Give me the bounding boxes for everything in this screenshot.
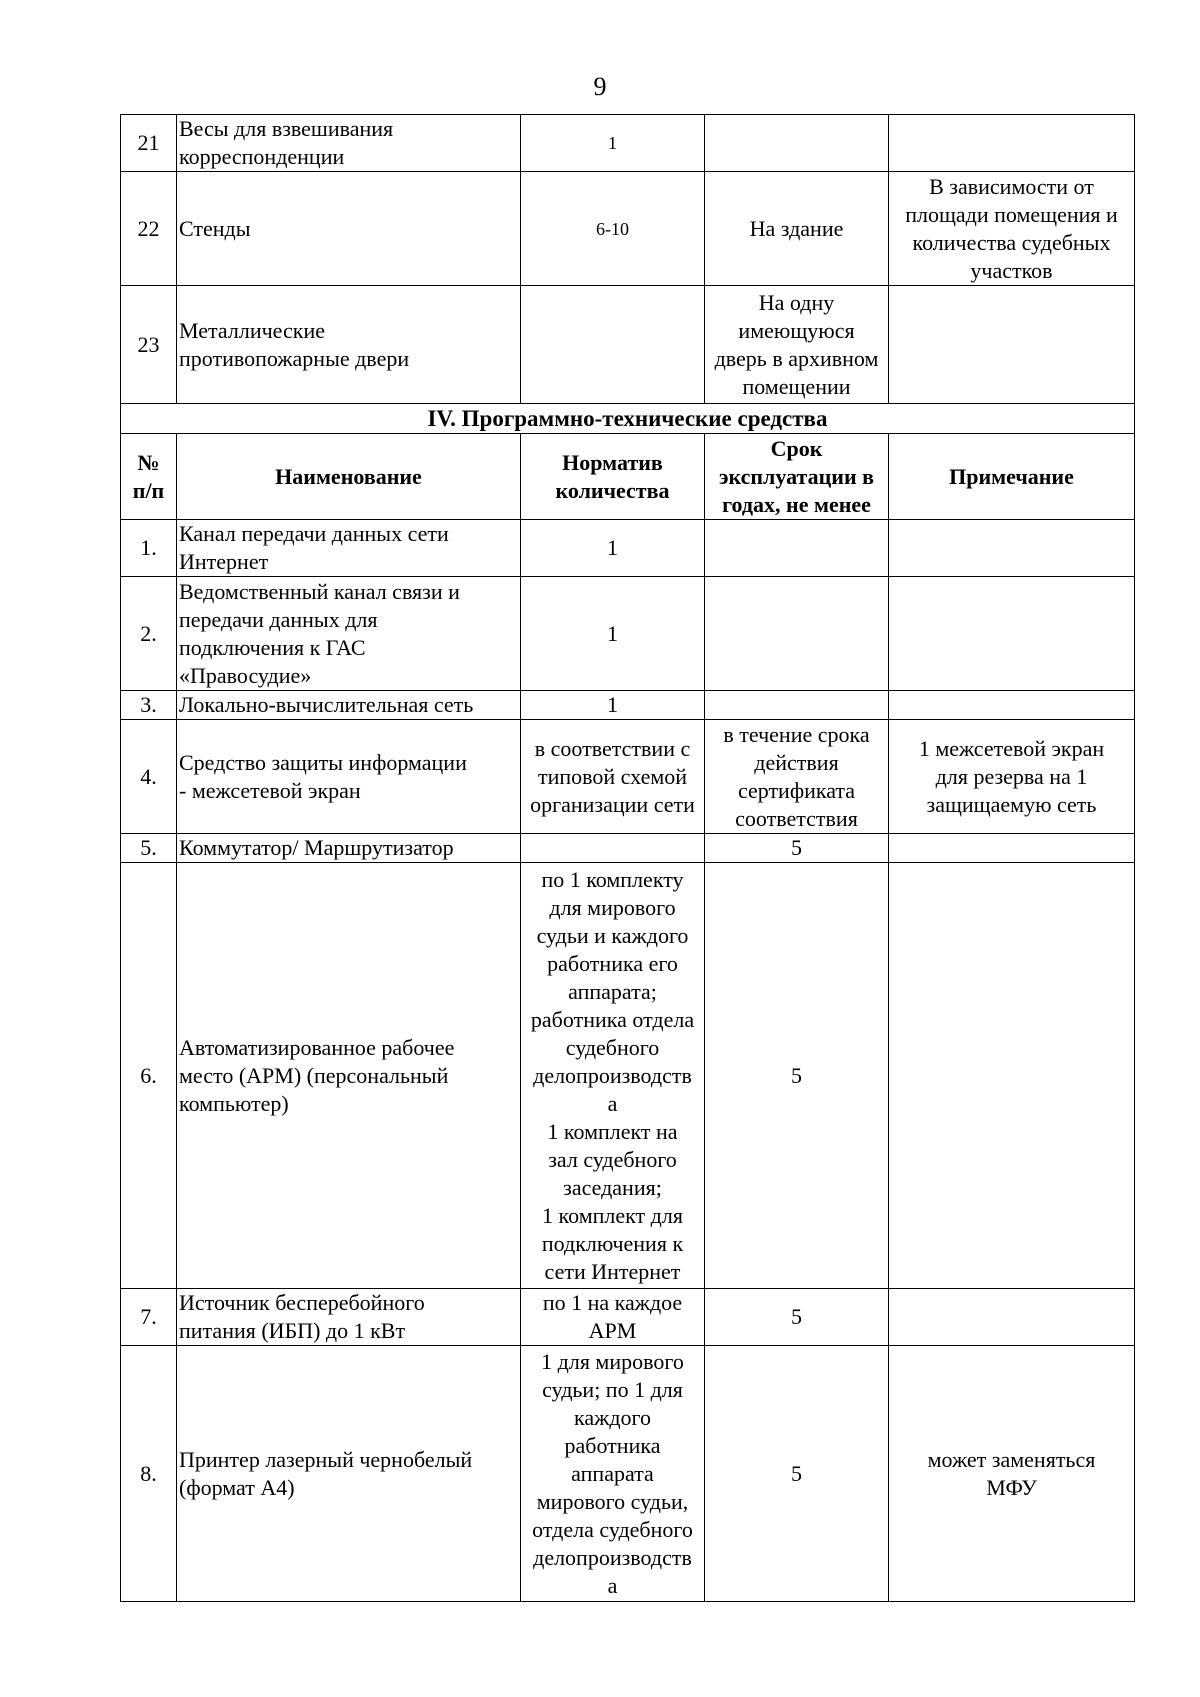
cell-line: передачи данных для xyxy=(179,606,378,632)
cell-line: мирового судьи, xyxy=(536,1488,689,1514)
header-number xyxy=(121,434,177,520)
row-term xyxy=(705,172,889,286)
row-term xyxy=(705,1346,889,1602)
row-number: 8. xyxy=(121,1346,177,1602)
cell-line: «Правосудие» xyxy=(179,662,312,688)
row-note xyxy=(889,1346,1135,1602)
cell-line: Норматив xyxy=(562,449,663,475)
cell-line: делопроизводств xyxy=(533,1062,692,1088)
cell-line: 5 xyxy=(791,835,802,860)
table-row xyxy=(121,520,1135,577)
cell-line: в течение срока xyxy=(723,721,870,747)
cell-line: дверь в архивном xyxy=(714,345,879,371)
row-name xyxy=(177,1346,521,1602)
cell-line: 5 xyxy=(791,1460,802,1486)
row-name xyxy=(177,834,521,863)
cell-line: для резерва на 1 xyxy=(935,763,1088,789)
cell-line: 1 комплект для xyxy=(542,1202,683,1228)
row-term xyxy=(705,286,889,404)
row-quantity xyxy=(521,720,705,834)
section-row xyxy=(121,404,1135,434)
header-note xyxy=(889,434,1135,520)
row-quantity xyxy=(521,520,705,577)
table-row xyxy=(121,691,1135,720)
row-number: 2. xyxy=(121,577,177,691)
page-number: 9 xyxy=(593,72,607,101)
row-note xyxy=(889,863,1135,1289)
cell-line: МФУ xyxy=(986,1474,1037,1500)
row-name xyxy=(177,863,521,1289)
cell-line: подключения к xyxy=(541,1230,684,1256)
cell-line: 1 xyxy=(607,692,618,717)
cell-line: помещении xyxy=(742,373,851,399)
cell-line: соответствия xyxy=(735,805,858,831)
equipment-table xyxy=(120,114,1135,1602)
cell-line: делопроизводств xyxy=(533,1544,692,1570)
row-note xyxy=(889,115,1135,172)
row-name xyxy=(177,691,521,720)
cell-line: Стенды xyxy=(179,215,251,241)
cell-line: эксплуатации в xyxy=(718,463,875,489)
table-row xyxy=(121,172,1135,286)
row-name xyxy=(177,720,521,834)
table-row xyxy=(121,577,1135,691)
cell-line: зал судебного xyxy=(548,1146,677,1172)
row-name xyxy=(177,1289,521,1346)
header-row xyxy=(121,434,1135,520)
cell-line: типовой схемой xyxy=(537,763,688,789)
cell-line: отдела судебного xyxy=(532,1516,693,1542)
cell-line: в соответствии с xyxy=(534,735,691,761)
cell-line: имеющуюся xyxy=(738,317,855,343)
row-note xyxy=(889,577,1135,691)
row-quantity xyxy=(521,115,705,172)
table-row xyxy=(121,834,1135,863)
cell-line: Интернет xyxy=(179,549,269,574)
cell-line: количества xyxy=(555,477,670,503)
cell-line: площади помещения и xyxy=(905,201,1118,227)
cell-line: 5 xyxy=(791,1062,802,1088)
row-term xyxy=(705,520,889,577)
cell-line: годах, не менее xyxy=(722,491,871,517)
header-name xyxy=(177,434,521,520)
cell-line: количества судебных xyxy=(912,229,1111,255)
row-number: 7. xyxy=(121,1289,177,1346)
cell-line: организации сети xyxy=(530,791,695,817)
row-note xyxy=(889,720,1135,834)
row-number: 1. xyxy=(121,520,177,577)
cell-line: Автоматизированное рабочее xyxy=(179,1034,455,1060)
cell-line: корреспонденции xyxy=(179,144,345,169)
row-name xyxy=(177,286,521,404)
row-term xyxy=(705,691,889,720)
row-name xyxy=(177,172,521,286)
cell-line: Весы для взвешивания xyxy=(179,116,394,141)
cell-line: судебного xyxy=(565,1034,660,1060)
cell-line: 1 межсетевой экран xyxy=(918,735,1105,761)
header-quantity xyxy=(521,434,705,520)
row-number: 6. xyxy=(121,863,177,1289)
row-note xyxy=(889,520,1135,577)
row-number: 4. xyxy=(121,720,177,834)
cell-line: заседания; xyxy=(563,1174,662,1200)
cell-line: п/п xyxy=(132,477,165,503)
cell-line: Источник бесперебойного xyxy=(179,1290,425,1315)
row-note xyxy=(889,834,1135,863)
row-quantity xyxy=(521,172,705,286)
cell-line: 1 xyxy=(607,535,618,560)
row-number: 21 xyxy=(121,115,177,172)
cell-line: Принтер лазерный чернобелый xyxy=(179,1446,473,1472)
cell-line: В зависимости от xyxy=(929,173,1094,199)
cell-line: 5 xyxy=(791,1304,802,1329)
cell-line: для мирового xyxy=(549,894,676,920)
table-row xyxy=(121,1289,1135,1346)
row-quantity xyxy=(521,1289,705,1346)
row-term xyxy=(705,115,889,172)
cell-line: Наименование xyxy=(275,463,422,489)
row-note xyxy=(889,1289,1135,1346)
row-note xyxy=(889,286,1135,404)
row-number: 23 xyxy=(121,286,177,404)
row-note xyxy=(889,172,1135,286)
table-row xyxy=(121,1346,1135,1602)
cell-line: Ведомственный канал связи и xyxy=(179,578,460,604)
cell-line: Срок xyxy=(770,435,823,461)
cell-line: каждого xyxy=(574,1404,651,1430)
cell-line: по 1 комплекту xyxy=(541,866,684,892)
table-row xyxy=(121,720,1135,834)
row-name xyxy=(177,520,521,577)
cell-line: участков xyxy=(970,257,1053,283)
cell-line: аппарата; xyxy=(568,978,657,1004)
cell-line: место (АРМ) (персональный xyxy=(179,1062,449,1088)
cell-line: действия xyxy=(754,749,839,775)
section-title: IV. Программно-технические средства xyxy=(121,404,1135,434)
cell-line: сертификата xyxy=(737,777,856,803)
cell-line: работника отдела xyxy=(530,1006,695,1032)
cell-line: аппарата xyxy=(571,1460,654,1486)
row-term xyxy=(705,577,889,691)
cell-line: 6-10 xyxy=(596,218,629,239)
row-term xyxy=(705,720,889,834)
cell-line: Металлические xyxy=(179,317,325,343)
row-term xyxy=(705,834,889,863)
cell-line: АРМ xyxy=(588,1318,637,1343)
header-term xyxy=(705,434,889,520)
table-row xyxy=(121,863,1135,1289)
cell-line: работника его xyxy=(547,950,678,976)
cell-line: работника xyxy=(564,1432,661,1458)
cell-line: а xyxy=(607,1090,618,1116)
cell-line: противопожарные двери xyxy=(179,345,410,371)
cell-line: защищаемую сеть xyxy=(926,791,1097,817)
row-term xyxy=(705,863,889,1289)
row-name xyxy=(177,577,521,691)
row-term xyxy=(705,1289,889,1346)
row-quantity xyxy=(521,577,705,691)
cell-line: 1 xyxy=(607,620,618,646)
row-number: 5. xyxy=(121,834,177,863)
cell-line: На одну xyxy=(758,289,835,315)
cell-line: подключения к ГАС xyxy=(179,634,366,660)
table-row xyxy=(121,286,1135,404)
cell-line: а xyxy=(607,1572,618,1598)
table-row xyxy=(121,115,1135,172)
cell-line: судьи и каждого xyxy=(536,922,689,948)
cell-line: Канал передачи данных сети xyxy=(179,521,449,546)
row-quantity xyxy=(521,834,705,863)
cell-line: № xyxy=(137,449,160,475)
cell-line: - межсетевой экран xyxy=(179,777,361,803)
cell-line: 1 xyxy=(608,133,617,153)
row-quantity xyxy=(521,1346,705,1602)
cell-line: компьютер) xyxy=(179,1090,289,1116)
row-quantity xyxy=(521,286,705,404)
cell-line: по 1 на каждое xyxy=(542,1290,683,1315)
cell-line: может заменяться xyxy=(927,1446,1096,1472)
cell-line: 1 комплект на xyxy=(547,1118,678,1144)
cell-line: На здание xyxy=(749,215,844,241)
row-note xyxy=(889,691,1135,720)
cell-line: судьи; по 1 для xyxy=(542,1376,683,1402)
cell-line: 1 для мирового xyxy=(541,1348,684,1374)
cell-line: Примечание xyxy=(949,463,1074,489)
cell-line: Локально-вычислительная сеть xyxy=(179,692,474,717)
row-number: 3. xyxy=(121,691,177,720)
row-name xyxy=(177,115,521,172)
cell-line: сети Интернет xyxy=(544,1258,681,1284)
row-number: 22 xyxy=(121,172,177,286)
cell-line: питания (ИБП) до 1 кВт xyxy=(179,1318,406,1343)
row-quantity xyxy=(521,863,705,1289)
cell-line: (формат А4) xyxy=(179,1474,295,1500)
row-quantity xyxy=(521,691,705,720)
cell-line: Коммутатор/ Маршрутизатор xyxy=(179,835,454,860)
cell-line: Средство защиты информации xyxy=(179,749,467,775)
